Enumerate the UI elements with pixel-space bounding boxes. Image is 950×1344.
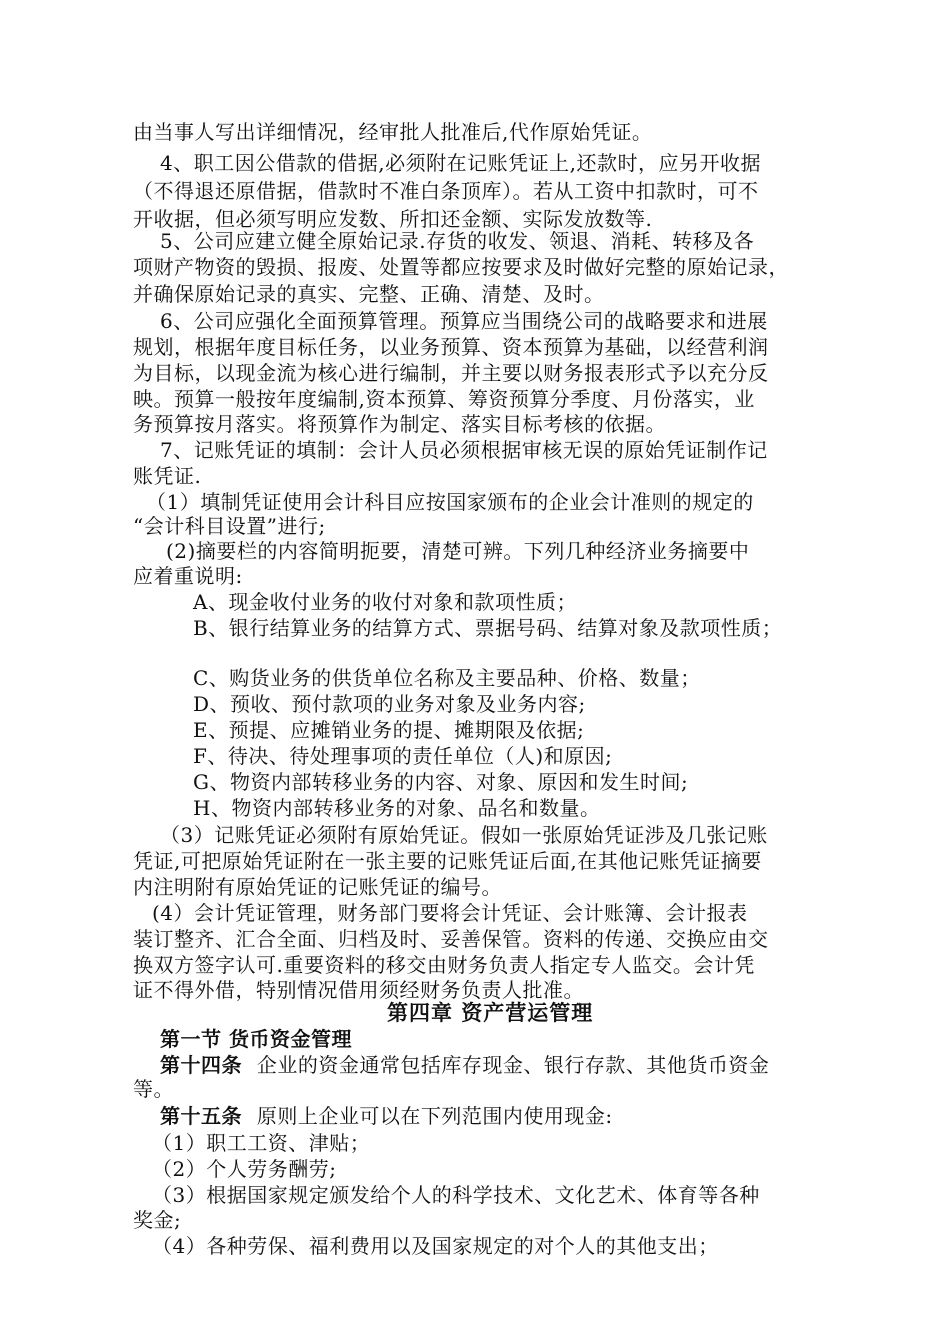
- section-title: 第一节 货币资金管理: [160, 1027, 352, 1051]
- paragraph-line: （不得退还原借据，借款时不准白条顶库）。若从工资中扣款时，可不: [133, 179, 759, 203]
- article-14: [160, 1052, 769, 1078]
- paragraph-line: （3）记账凭证必须附有原始凭证。假如一张原始凭证涉及几张记账: [160, 823, 768, 847]
- list-item: C、购货业务的供货单位名称及主要品种、价格、数量；: [193, 666, 701, 690]
- paragraph-line: 换双方签字认可.重要资料的移交由财务负责人指定专人监交。会计凭: [133, 953, 755, 977]
- paragraph-line: 账凭证.: [133, 464, 202, 488]
- paragraph-line: “会计科目设置”进行;: [133, 514, 326, 538]
- list-item: D、预收、预付款项的业务对象及业务内容;: [193, 692, 586, 716]
- list-item: （2）个人劳务酬劳;: [152, 1157, 337, 1181]
- paragraph-line: 装订整齐、汇合全面、归档及时、妥善保管。资料的传递、交换应由交: [133, 927, 769, 951]
- paragraph-line: 4、职工因公借款的借据,必须附在记账凭证上,还款时，应另开收据: [160, 151, 761, 175]
- paragraph-line: 并确保原始记录的真实、完整、正确、清楚、及时。: [133, 282, 605, 306]
- article-15: [160, 1103, 613, 1129]
- chapter-title: 第四章 资产营运管理: [387, 1000, 594, 1025]
- list-item: E、预提、应摊销业务的提、摊期限及依据;: [193, 718, 585, 742]
- paragraph-line: 5、公司应建立健全原始记录.存货的收发、领退、消耗、转移及各: [160, 229, 755, 253]
- paragraph-line: 等。: [133, 1077, 174, 1101]
- paragraph-line: 证不得外借，特别情况借用须经财务负责人批准。: [133, 978, 584, 1002]
- paragraph-line: （1）填制凭证使用会计科目应按国家颁布的企业会计准则的规定的: [146, 490, 754, 514]
- article-label: 第十四条: [160, 1053, 242, 1077]
- paragraph-line: 由当事人写出详细情况，经审批人批准后,代作原始凭证。: [133, 120, 653, 144]
- paragraph-line: 奖金;: [133, 1208, 182, 1232]
- list-item: B、银行结算业务的结算方式、票据号码、结算对象及款项性质；: [193, 616, 783, 640]
- list-item: H、物资内部转移业务的对象、品名和数量。: [193, 796, 601, 820]
- article-text: 原则上企业可以在下列范围内使用现金:: [256, 1104, 613, 1128]
- paragraph-line: (4）会计凭证管理，财务部门要将会计凭证、会计账簿、会计报表: [152, 901, 748, 925]
- list-item: G、物资内部转移业务的内容、对象、原因和发生时间;: [193, 770, 689, 794]
- list-item: A、现金收付业务的收付对象和款项性质；: [193, 590, 577, 614]
- paragraph-line: 为目标，以现金流为核心进行编制，并主要以财务报表形式予以充分反: [133, 361, 769, 385]
- list-item: F、待决、待处理事项的责任单位（人)和原因;: [193, 744, 613, 768]
- paragraph-line: 开收据，但必须写明应发数、所扣还金额、实际发放数等.: [133, 207, 653, 231]
- article-text: 企业的资金通常包括库存现金、银行存款、其他货币资金: [256, 1053, 770, 1077]
- paragraph-line: 内注明附有原始凭证的记账凭证的编号。: [133, 875, 502, 899]
- paragraph-line: 应着重说明:: [133, 564, 243, 588]
- paragraph-line: 项财产物资的毁损、报废、处置等都应按要求及时做好完整的原始记录，: [133, 255, 789, 279]
- paragraph-line: 务预算按月落实。将预算作为制定、落实目标考核的依据。: [133, 412, 666, 436]
- article-label: 第十五条: [160, 1104, 242, 1128]
- list-item: （4）各种劳保、福利费用以及国家规定的对个人的其他支出；: [152, 1234, 719, 1258]
- paragraph-line: 7、记账凭证的填制：会计人员必须根据审核无误的原始凭证制作记: [160, 438, 768, 462]
- paragraph-line: 凭证,可把原始凭证附在一张主要的记账凭证后面,在其他记账凭证摘要: [133, 849, 762, 873]
- paragraph-line: (2)摘要栏的内容简明扼要，清楚可辨。下列几种经济业务摘要中: [166, 539, 750, 563]
- paragraph-line: 6、公司应强化全面预算管理。预算应当围绕公司的战略要求和进展: [160, 309, 768, 333]
- paragraph-line: 映。预算一般按年度编制,资本预算、筹资预算分季度、月份落实，业: [133, 387, 755, 411]
- paragraph-line: 规划，根据年度目标任务，以业务预算、资本预算为基础，以经营利润: [133, 335, 769, 359]
- list-item: （3）根据国家规定颁发给个人的科学技术、文化艺术、体育等各种: [152, 1183, 760, 1207]
- list-item: （1）职工工资、津贴；: [152, 1131, 371, 1155]
